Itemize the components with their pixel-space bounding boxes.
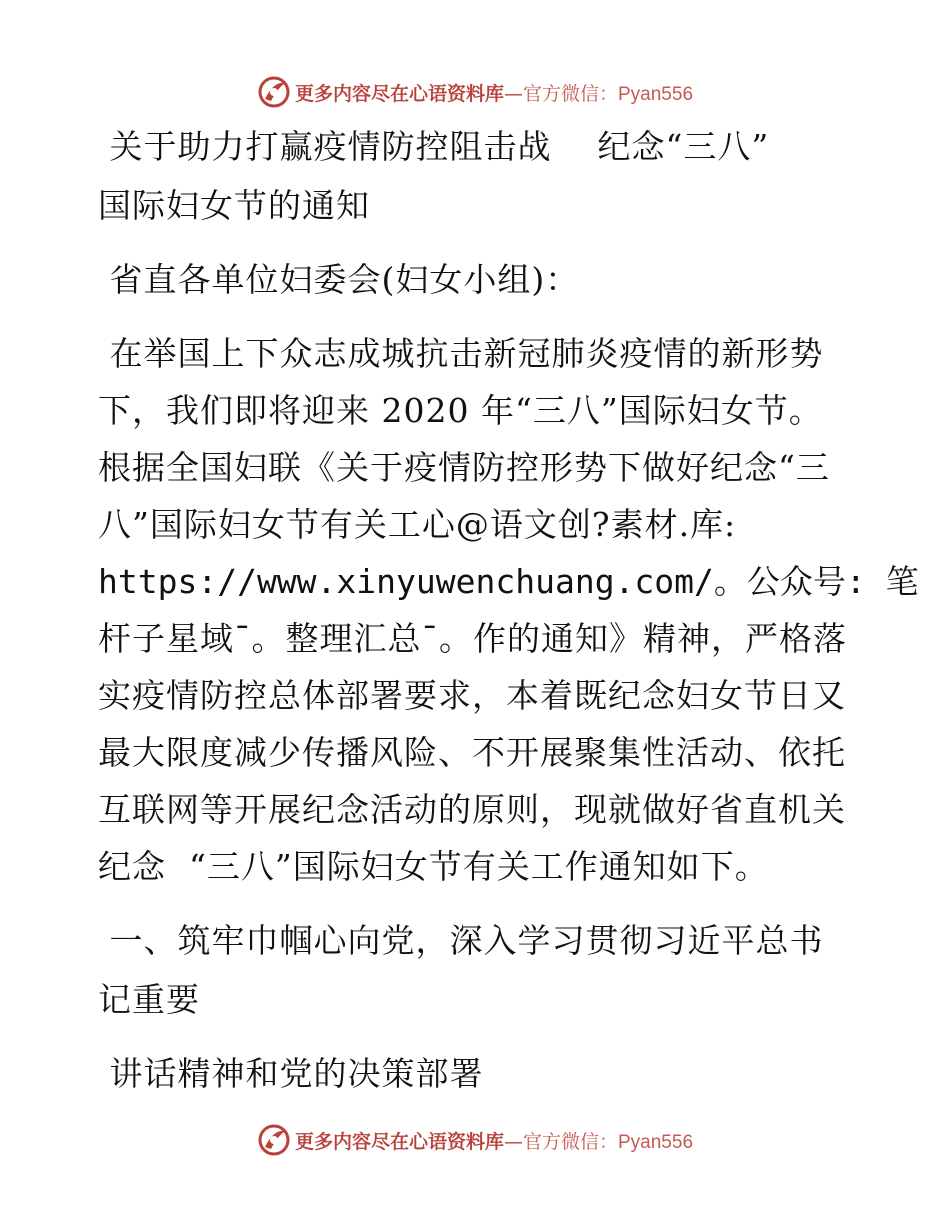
document-title-line-1: 关于助力打赢疫情防控阻击战 纪念“三八” [98, 127, 770, 166]
leaf-swoosh-logo-icon [257, 75, 291, 109]
watermark-text [295, 79, 693, 106]
subheading: 讲话精神和党的决策部署 [98, 1054, 484, 1093]
watermark-site-name: 更多内容尽在心语资料库 [294, 82, 504, 105]
watermark-wechat-id: Pyan556 [618, 83, 694, 105]
body-line: 下，我们即将迎来 2020 年“三八”国际妇女节。 [98, 391, 823, 430]
watermark-text [295, 1127, 693, 1154]
watermark-banner-bottom [0, 1120, 950, 1160]
leaf-swoosh-logo-icon [257, 1123, 291, 1157]
body-line: 最大限度减少传播风险、不开展聚集性活动、依托 [98, 733, 846, 772]
watermark-banner-top [0, 72, 950, 112]
body-line-url: https://www.xinyuwenchuang.com/。公众号: 笔 [98, 562, 919, 601]
addressee: 省直各单位妇委会(妇女小组)： [98, 260, 580, 299]
watermark-dash: — [503, 82, 523, 105]
body-line: 在举国上下众志成城抗击新冠肺炎疫情的新形势 [98, 334, 824, 373]
body-line: 八”国际妇女节有关工心@语文创?素材.库: [98, 505, 737, 544]
body-line: 互联网等开展纪念活动的原则，现就做好省直机关 [98, 790, 846, 829]
body-line: 根据全国妇联《关于疫情防控形势下做好纪念“三 [98, 448, 830, 487]
body-line: 杆子星域¯。整理汇总¯。作的通知》精神，严格落 [98, 619, 847, 658]
document-title-line-2: 国际妇女节的通知 [98, 186, 370, 225]
watermark-wechat-label: 官方微信： [522, 1130, 618, 1153]
body-line: 纪念 “三八”国际妇女节有关工作通知如下。 [98, 847, 769, 886]
watermark-wechat-label: 官方微信： [522, 82, 618, 105]
watermark-wechat-id: Pyan556 [618, 1131, 694, 1153]
watermark-site-name: 更多内容尽在心语资料库 [294, 1130, 504, 1153]
section-heading-line-1: 一、筑牢巾帼心向党，深入学习贯彻习近平总书 [98, 921, 824, 960]
body-line: 实疫情防控总体部署要求，本着既纪念妇女节日又 [98, 676, 846, 715]
watermark-dash: — [503, 1130, 523, 1153]
section-heading-line-2: 记重要 [98, 980, 200, 1019]
